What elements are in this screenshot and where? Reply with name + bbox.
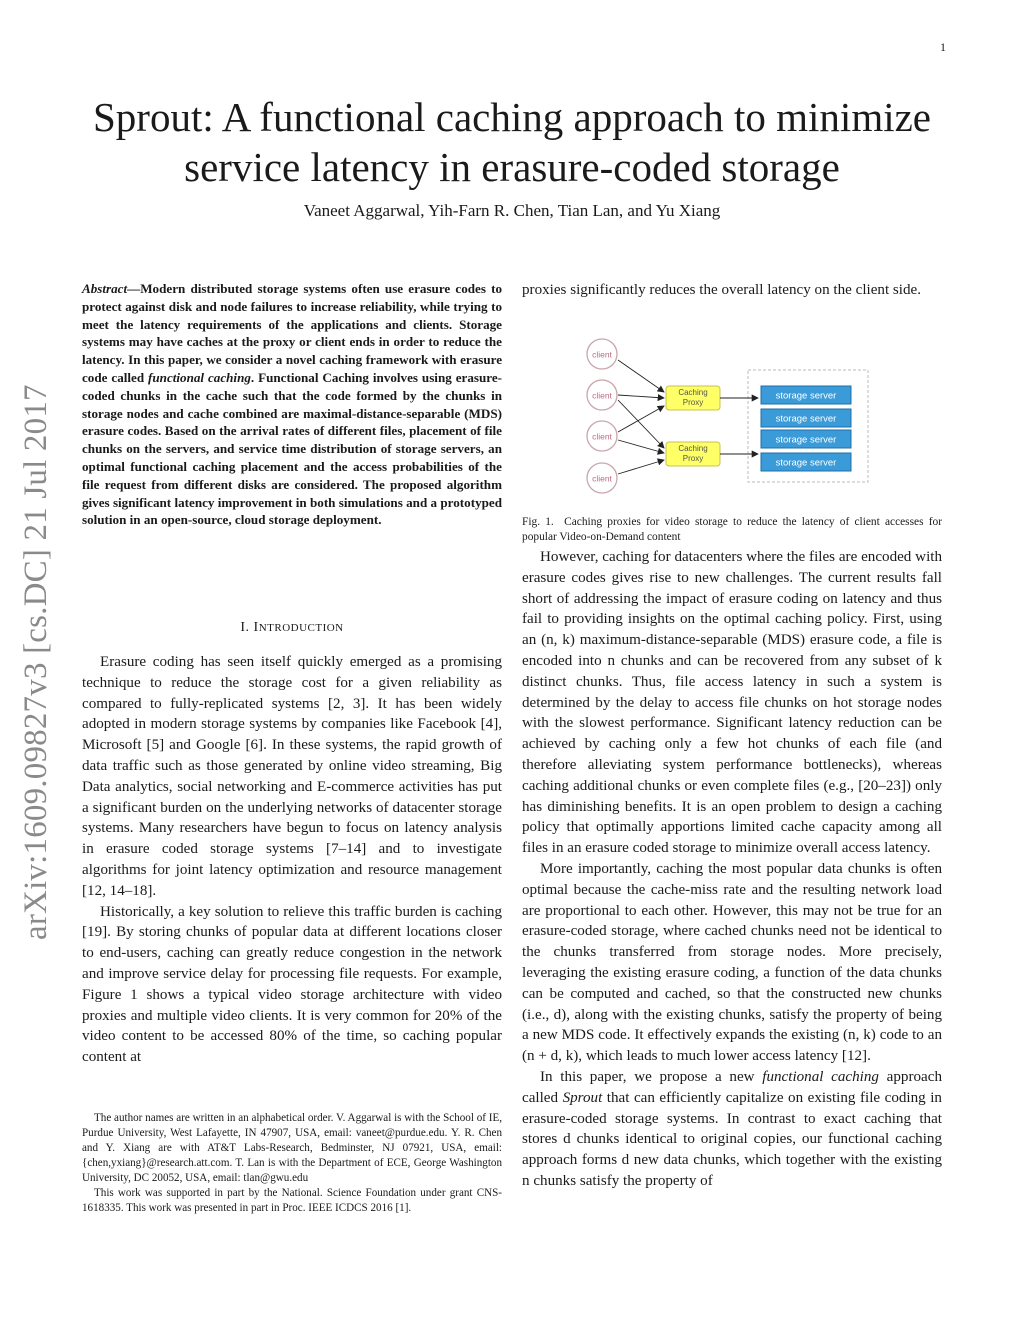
text-run: In this paper, we propose a new bbox=[540, 1068, 763, 1085]
intro-paragraph: Historically, a key solution to relieve this traffic burden is caching [19]. By storing chunks of popular data at different locations closer to end-users, caching can greatly reduce congestion in the network and improve service delay for processing file requests. For example, Figure 1 shows a typical video storage architecture with video proxies and multiple video clients. It is very common for 20% of the video content to be accessed 80% of the time, so caching popular content at bbox=[82, 903, 502, 1066]
footnote-affiliations: The author names are written in an alphabetical order. V. Aggarwal is with the School of IE, Purdue University, West Lafayette, IN 47907, USA, email: vaneet@purdue.edu. Y. R. Chen and Y. Xiang are with AT&T Labs-Research, Bedminster, NJ 07921, USA, email: {chen,yxiang}@research.att.com. T. Lan is with the Department of ECE, George Washington University, DC 20052, USA, email: tlan@gwu.edu bbox=[82, 1112, 502, 1184]
storage-server-node bbox=[761, 453, 851, 471]
section-initial: I bbox=[253, 620, 259, 635]
svg-text:Caching: Caching bbox=[678, 388, 708, 397]
svg-text:Proxy: Proxy bbox=[682, 398, 704, 407]
text-run: approach called bbox=[522, 1068, 942, 1106]
client-node bbox=[587, 463, 617, 493]
footnotes bbox=[82, 1111, 502, 1216]
emphasis: functional caching bbox=[762, 1068, 879, 1085]
svg-text:storage server: storage server bbox=[775, 413, 837, 425]
caching-proxy-node bbox=[666, 442, 720, 466]
caption-label: Fig. 1. bbox=[522, 516, 554, 528]
svg-text:client: client bbox=[592, 390, 612, 401]
footnote-funding: This work was supported in part by the National. Science Foundation under grant CNS-1618335. This work was presented in part in Proc. IEEE ICDCS 2016 [1]. bbox=[82, 1187, 502, 1214]
text-run: that can efficiently capitalize on existing file coding in erasure-coded storage systems. In contrast to exact caching that stores d chunks identical to original copies, our functional caching approach forms d new data chunks, which together with the existing n chunks satisfy the property of bbox=[522, 1089, 942, 1189]
svg-text:client: client bbox=[592, 473, 612, 484]
svg-text:Caching: Caching bbox=[678, 444, 708, 453]
client-node bbox=[587, 339, 617, 369]
section-number: I. bbox=[240, 620, 250, 635]
paper-title: Sprout: A functional caching approach to minimize service latency in erasure-coded storage bbox=[92, 94, 932, 190]
arrow bbox=[618, 395, 664, 398]
arrow bbox=[618, 460, 664, 474]
svg-text:storage server: storage server bbox=[775, 390, 837, 402]
svg-text:Proxy: Proxy bbox=[682, 454, 704, 463]
section-rest: NTRODUCTION bbox=[258, 622, 344, 634]
body-paragraph: More importantly, caching the most popular data chunks is often optimal because the cache-miss rate and the resulting network load are proportional to each other. However, this may not be true for an erasure-coded storage, where cached chunks need not be identical to the chunks transferred from storage nodes. More precisely, leveraging the existing erasure coding, a function of the data chunks can be computed and cached, so that the constructed new chunks (i.e., d), along with the existing chunks, satisfy the property of being a new MDS code. It effectively expands the existing (n, k) code to an (n + d, k), which leads to much lower access latency [12]. bbox=[522, 860, 942, 1065]
svg-text:storage server: storage server bbox=[775, 434, 837, 446]
figure-caption bbox=[522, 515, 942, 544]
page-number: 1 bbox=[940, 40, 946, 54]
section-heading-introduction bbox=[82, 620, 502, 636]
arxiv-identifier: arXiv:1609.09827v3 [cs.DC] 21 Jul 2017 bbox=[18, 384, 54, 940]
right-column-continuation bbox=[522, 280, 942, 301]
intro-paragraph: Erasure coding has seen itself quickly emerged as a promising technique to reduce the storage cost for a given reliability as compared to fully-replicated systems [2, 3]. It has been widely adopted in modern storage systems by companies like Facebook [4], Microsoft [5] and Google [6]. In these systems, the rapid growth of data traffic such as those generated by online video streaming, Big Data analytics, social networking and E-commerce activities has put a significant burden on the underlying networks of datacenter storage systems. Many researchers have begun to focus on latency analysis in erasure coded storage systems [7–14] and to investigate algorithms for joint latency optimization and resource management [12, 14–18]. bbox=[82, 654, 502, 899]
body-paragraph bbox=[522, 1067, 942, 1192]
storage-server-node bbox=[761, 409, 851, 427]
storage-server-node bbox=[761, 386, 851, 404]
body-paragraph: However, caching for datacenters where the files are encoded with erasure codes gives rise to new challenges. The current results fall short of addressing the impact of erasure coding on latency and thus fail to providing insights on the optimal caching policy. First, using an (n, k) maximum-distance-separable (MDS) erasure code, a file is encoded into n chunks and can be recovered from any subset of k distinct chunks. Thus, file access latency in such a system is determined by the delay to access file chunks on hot storage nodes with the slowest performance. Significant latency reduction can be achieved by caching only a few hot chunks of each file (and therefore alleviating system performance bottlenecks), whereas caching additional chunks or even complete files (e.g., [20–23]) only has diminishing benefits. It is an open problem to design a caching policy that optimally apportions limited cache capacity among all files in an erasure coded storage to minimize overall access latency. bbox=[522, 549, 942, 857]
introduction-body bbox=[82, 652, 502, 1068]
arrow bbox=[618, 400, 664, 448]
client-node bbox=[587, 380, 617, 410]
abstract-emphasis: functional caching bbox=[148, 369, 251, 385]
svg-text:client: client bbox=[592, 431, 612, 442]
figure-1-diagram bbox=[562, 336, 947, 502]
abstract-text-1: —Modern distributed storage systems often use erasure codes to protect against disk and node failures to increase reliability, while trying to meet the latency requirements of the applications and clients. Storage systems may have caches at the proxy or client ends in order to reduce the latency. In this paper, we consider a novel caching framework with erasure code called bbox=[82, 281, 502, 385]
abstract-label: Abstract bbox=[82, 281, 128, 296]
client-node bbox=[587, 421, 617, 451]
emphasis: Sprout bbox=[562, 1089, 603, 1106]
right-column-body bbox=[522, 547, 942, 1192]
svg-text:client: client bbox=[592, 349, 612, 360]
arrow bbox=[618, 440, 664, 453]
arrow bbox=[618, 406, 664, 432]
paper-authors: Vaneet Aggarwal, Yih-Farn R. Chen, Tian Lan, and Yu Xiang bbox=[303, 201, 721, 220]
caption-text: Caching proxies for video storage to reduce the latency of client accesses for popular Video-on-Demand content bbox=[522, 516, 942, 543]
abstract bbox=[82, 280, 502, 529]
storage-server-node bbox=[761, 430, 851, 448]
abstract-text-2: . Functional Caching involves using erasure-coded chunks in the cache such that the code formed by the chunks in storage nodes and cache combined are maximal-distance-separable (MDS) erasure codes. Based on the arrival rates of different files, placement of file chunks on the servers, and service time distribution of storage servers, an optimal functional caching placement and the access probabilities of the file request from different disks are considered. The proposed algorithm gives significant latency improvement in both simulations and a prototyped solution in an open-source, cloud storage deployment. bbox=[82, 369, 502, 528]
svg-text:storage server: storage server bbox=[775, 457, 837, 469]
caching-proxy-node bbox=[666, 386, 720, 410]
arrow bbox=[618, 360, 664, 392]
continued-paragraph: proxies significantly reduces the overall latency on the client side. bbox=[522, 282, 922, 298]
